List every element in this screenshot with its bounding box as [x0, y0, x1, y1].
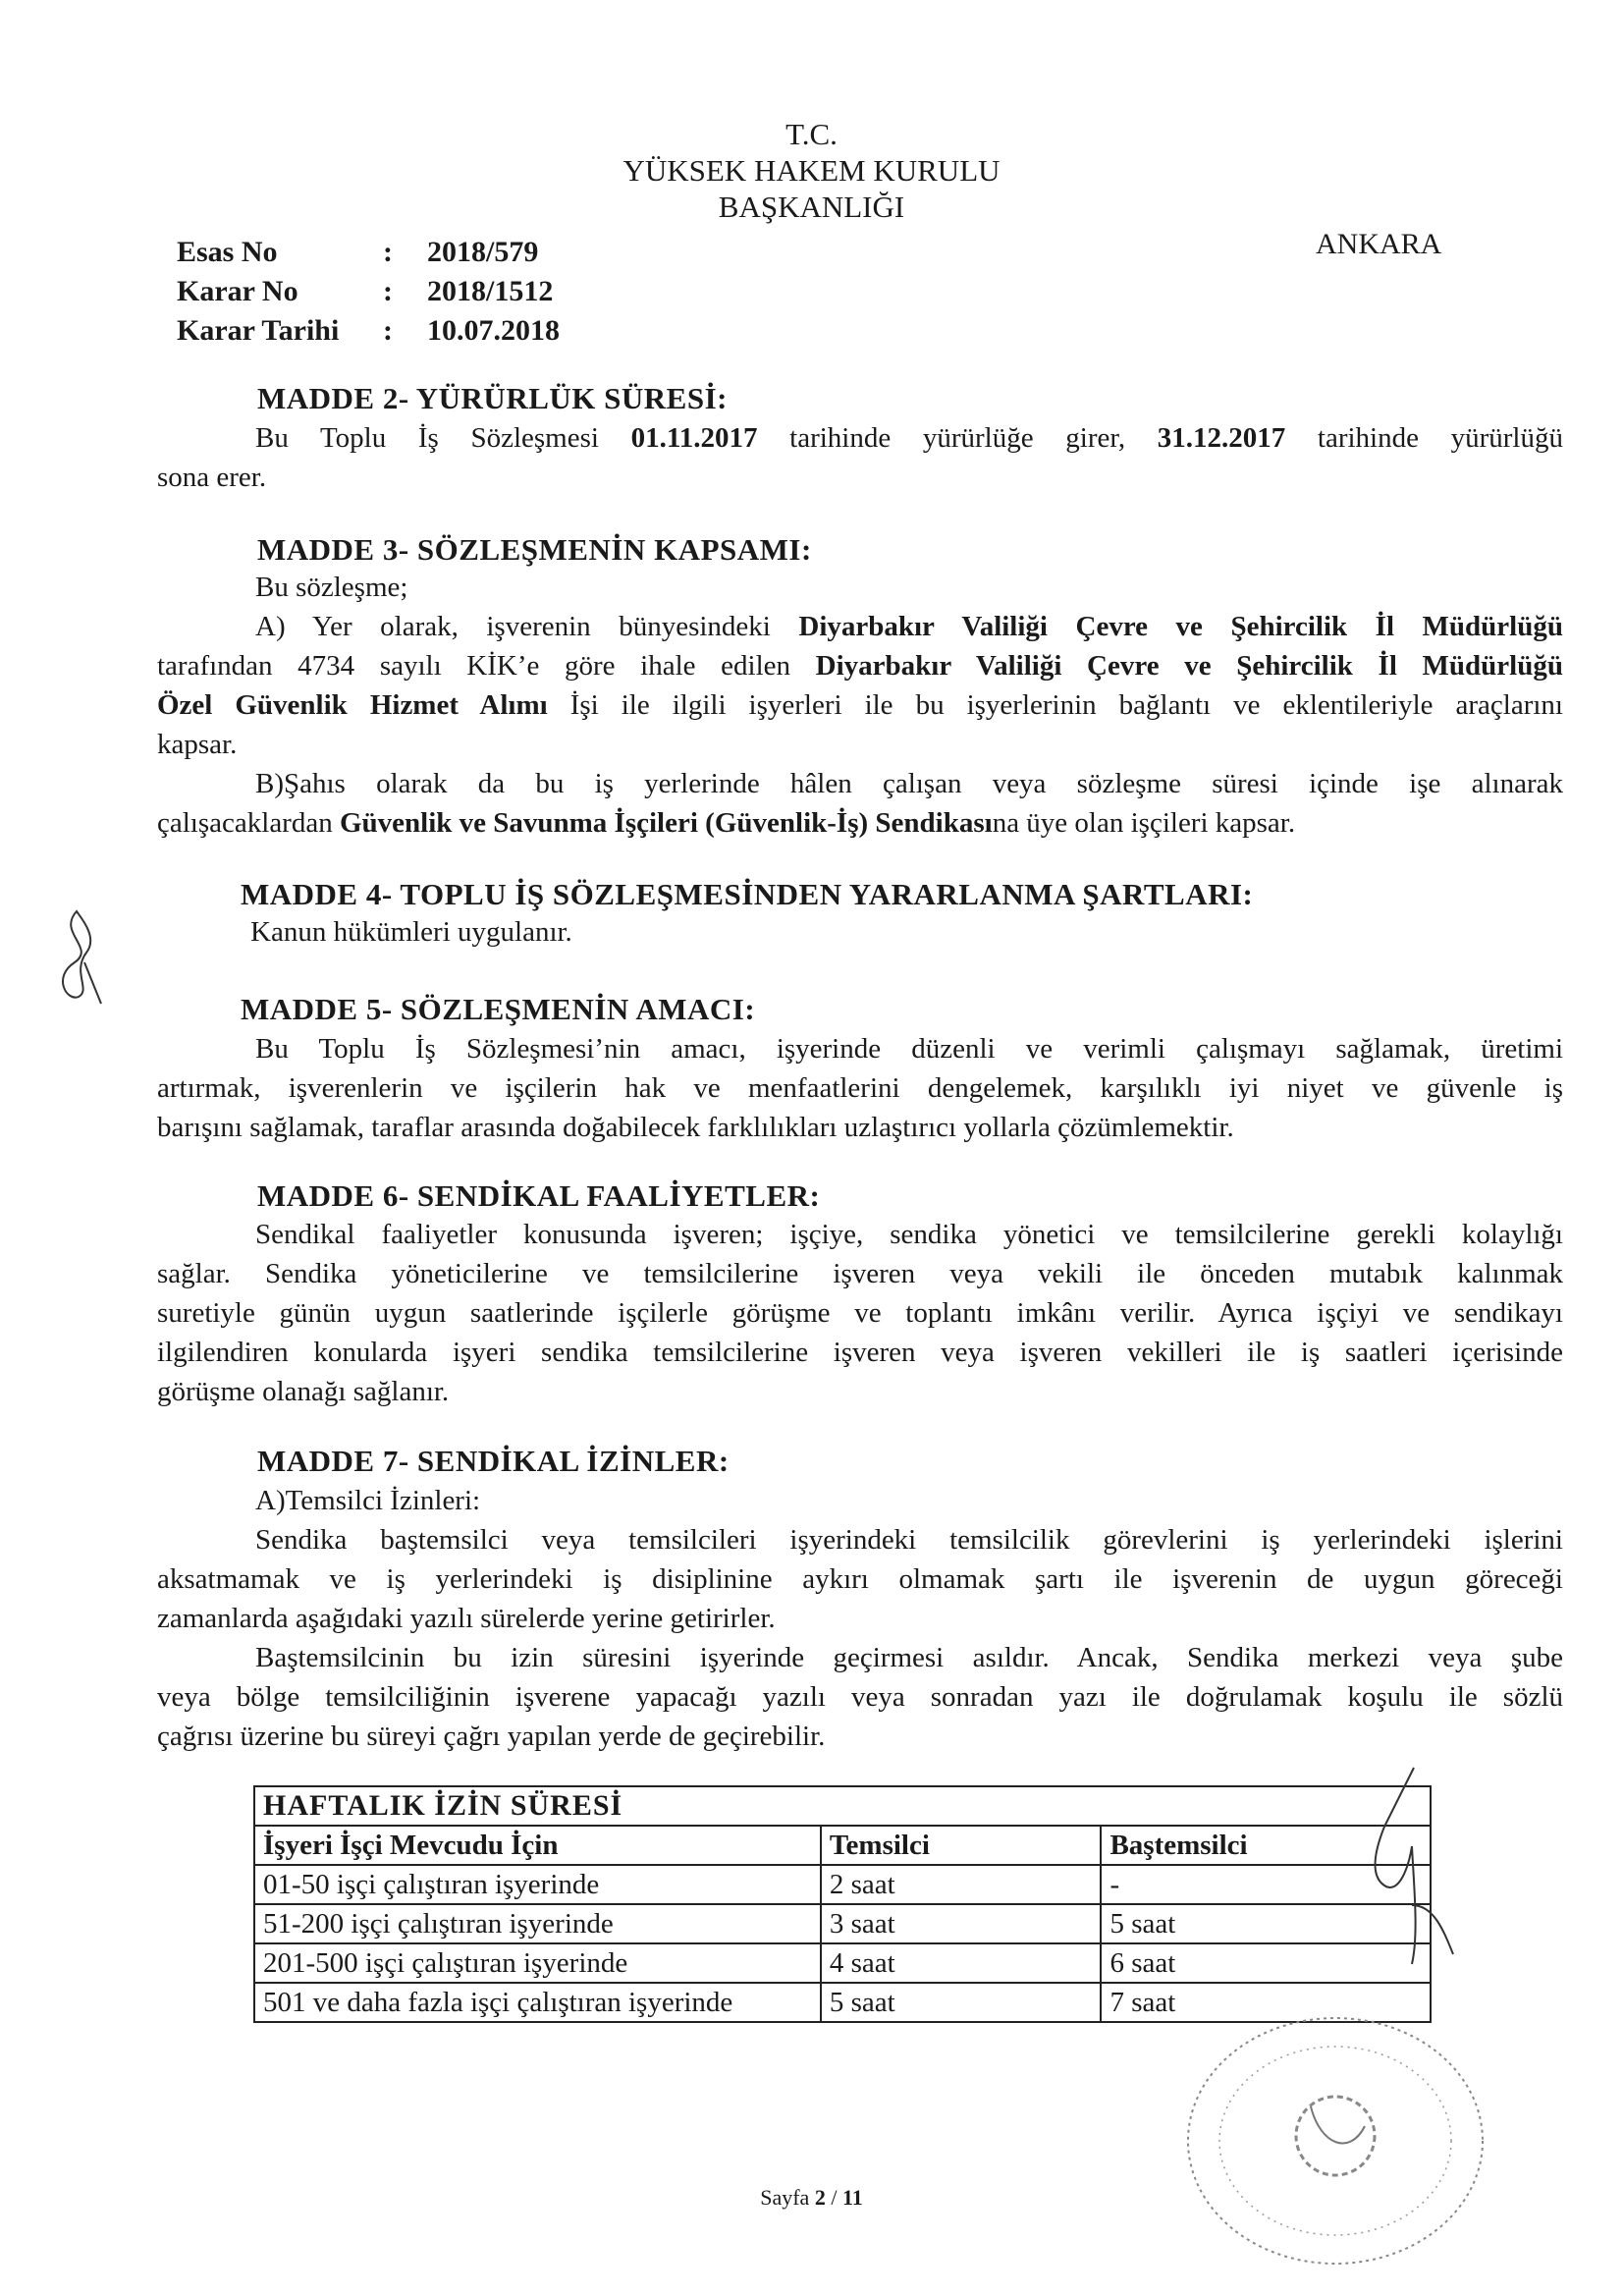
madde7-heading: MADDE 7- SENDİKAL İZİNLER: [257, 1444, 730, 1478]
table-cell: - [1101, 1865, 1431, 1904]
madde6-line5: görüşme olanağı sağlanır. [157, 1376, 450, 1407]
header-tc: T.C. [785, 117, 838, 151]
madde7-p1-line1: Sendika baştemsilci veya temsilcileri işyerindeki temsilcilik görevlerini iş yerlerindeki işlerini [255, 1524, 1563, 1556]
madde6-body [157, 1215, 1563, 1411]
header-city: ANKARA [1316, 228, 1442, 260]
esas-colon: : [383, 236, 393, 268]
table-header-row [254, 1826, 1431, 1865]
madde4-heading: MADDE 4- TOPLU İŞ SÖZLEŞMESİNDEN YARARLANMA ŞARTLARI: [241, 877, 1254, 911]
madde6-line3: suretiyle günün uygun saatlerinde işçilerle görüşme ve toplantı imkânı verilir. Ayrıca işçiyi ve sendikayı [157, 1297, 1563, 1329]
madde5-body [157, 1029, 1563, 1147]
madde7-subheading: A)Temsilci İzinleri: [255, 1485, 481, 1516]
madde3-heading: MADDE 3- SÖZLEŞMENİN KAPSAMI: [257, 532, 812, 567]
madde5-line1: Bu Toplu İş Sözleşmesi’nin amacı, işyerinde düzenli ve verimli çalışmayı sağlamak, üretimi [255, 1033, 1563, 1065]
page-number: Sayfa 2 / 11 [760, 2185, 863, 2210]
table-cell: 501 ve daha fazla işçi çalıştıran işyerinde [254, 1983, 821, 2022]
table-cell: 201-500 işçi çalıştıran işyerinde [254, 1943, 821, 1983]
madde3-b-line2: çalışacaklardan Güvenlik ve Savunma İşçileri (Güvenlik-İş) Sendikasına üye olan işçileri kapsar. [157, 807, 1296, 839]
madde2-line1: Bu Toplu İş Sözleşmesi 01.11.2017 tarihinde yürürlüğe girer, 31.12.2017 tarihinde yürürlüğü [255, 422, 1563, 454]
table-cell: 7 saat [1101, 1983, 1431, 2022]
madde3-a-line1: A) Yer olarak, işverenin bünyesindeki Diyarbakır Valiliği Çevre ve Şehircilik İl Müdürlüğü [255, 611, 1563, 642]
madde2-heading: MADDE 2- YÜRÜRLÜK SÜRESİ: [257, 381, 728, 415]
madde5-line3: barışını sağlamak, taraflar arasında doğabilecek farklılıkları uzlaştırıcı yollarla çözümlemektir. [157, 1112, 1234, 1143]
madde2-line2: sona erer. [157, 462, 267, 493]
table-row [254, 1943, 1431, 1983]
margin-handwriting [47, 903, 106, 1011]
leave-duration-table [253, 1785, 1432, 2023]
madde6-line4: ilgilendiren konularda işyeri sendika temsilcilerine işveren veya işveren vekilleri ile iş saatleri içerisinde [157, 1337, 1563, 1368]
madde3-intro: Bu sözleşme; [255, 572, 408, 603]
tarih-colon: : [383, 314, 393, 347]
table-cell: 2 saat [821, 1865, 1102, 1904]
table-cell: 01-50 işçi çalıştıran işyerinde [254, 1865, 821, 1904]
madde6-line1: Sendikal faaliyetler konusunda işveren; işçiye, sendika yönetici ve temsilcilerine gerekli kolaylığı [255, 1219, 1563, 1250]
madde6-heading: MADDE 6- SENDİKAL FAALİYETLER: [257, 1178, 821, 1213]
col-header-workforce: İşyeri İşçi Mevcudu İçin [254, 1826, 821, 1865]
tarih-label: Karar Tarihi [177, 314, 340, 347]
official-seal-stamp [1173, 1998, 1497, 2283]
table-cell: 6 saat [1101, 1943, 1431, 1983]
table-cell: 51-200 işçi çalıştıran işyerinde [254, 1904, 821, 1943]
table-cell: 5 saat [821, 1983, 1102, 2022]
madde3-a-line3: Özel Güvenlik Hizmet Alımı İşi ile ilgili işyerleri ile bu işyerlerinin bağlantı ve eklentileriyle araçlarını [157, 689, 1563, 721]
table-row [254, 1904, 1431, 1943]
madde7-p1-line3: zamanlarda aşağıdaki yazılı sürelerde yerine getirirler. [157, 1603, 776, 1634]
esas-value: 2018/579 [427, 236, 539, 268]
table-cell: 3 saat [821, 1904, 1102, 1943]
table-cell: 5 saat [1101, 1904, 1431, 1943]
madde2-body [157, 418, 1563, 497]
madde7-p1-line2: aksatmamak ve iş yerlerindeki iş disiplinine aykırı olmamak şartı ile işverenin de uygun göreceği [157, 1563, 1563, 1595]
madde3-a-line2: tarafından 4734 sayılı KİK’e göre ihale edilen Diyarbakır Valiliği Çevre ve Şehircilik İl Müdürlüğü [157, 650, 1563, 682]
col-header-chief-representative: Baştemsilci [1101, 1826, 1431, 1865]
madde5-line2: artırmak, işverenlerin ve işçilerin hak ve menfaatlerini dengelemek, karşılıklı iyi niyet ve güvenle iş [157, 1072, 1563, 1104]
madde6-line2: sağlar. Sendika yöneticilerine ve temsilcilerine işveren veya vekili ile önceden mutabık kalınmak [157, 1258, 1563, 1289]
madde7-p2-line3: çağrısı üzerine bu süreyi çağrı yapılan yerde de geçirebilir. [157, 1721, 826, 1752]
madde7-p2-line2: veya bölge temsilciliğinin işverene yapacağı yazılı veya sonradan yazı ile doğrulamak koşulu ile sözlü [157, 1681, 1563, 1713]
esas-label: Esas No [177, 236, 278, 268]
table-row [254, 1865, 1431, 1904]
madde7-body [157, 1481, 1563, 1756]
tarih-value: 10.07.2018 [427, 314, 560, 347]
col-header-representative: Temsilci [821, 1826, 1102, 1865]
table-cell: 4 saat [821, 1943, 1102, 1983]
header-presidency: BAŞKANLIĞI [718, 190, 905, 224]
madde3-body [157, 568, 1563, 843]
madde3-b-line1: B)Şahıs olarak da bu iş yerlerinde hâlen çalışan veya sözleşme süresi içinde işe alınarak [255, 768, 1563, 799]
header-institution: YÜKSEK HAKEM KURULU [622, 153, 1001, 188]
madde4-text: Kanun hükümleri uygulanır. [250, 916, 572, 948]
karar-label: Karar No [177, 275, 298, 307]
madde5-heading: MADDE 5- SÖZLEŞMENİN AMACI: [241, 992, 756, 1026]
karar-value: 2018/1512 [427, 275, 554, 307]
table-title: HAFTALIK İZİN SÜRESİ [254, 1786, 1431, 1826]
signature-handwriting [1316, 1758, 1473, 1984]
madde3-a-line4: kapsar. [157, 729, 238, 760]
table-title-row [254, 1786, 1431, 1826]
karar-colon: : [383, 275, 393, 307]
madde7-p2-line1: Baştemsilcinin bu izin süresini işyerinde geçirmesi asıldır. Ancak, Sendika merkezi veya şube [255, 1642, 1563, 1673]
